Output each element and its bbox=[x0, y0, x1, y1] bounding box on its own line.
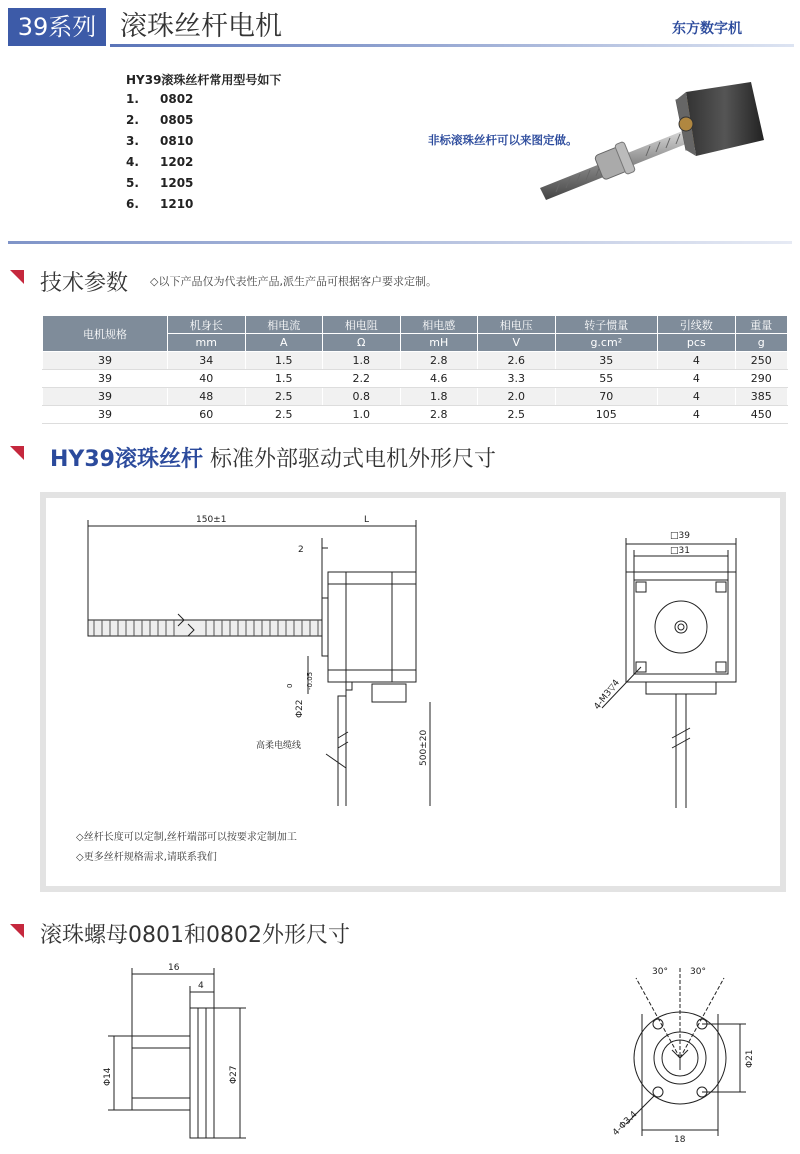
cell: 2.0 bbox=[478, 388, 556, 406]
model-item: 2. 0805 bbox=[126, 113, 194, 127]
cell: 0.8 bbox=[323, 388, 401, 406]
unit-cell: mH bbox=[400, 334, 478, 352]
table-row bbox=[43, 352, 788, 370]
cell: 105 bbox=[555, 406, 658, 424]
dim-gap: 2 bbox=[298, 545, 304, 555]
cell: 290 bbox=[735, 370, 787, 388]
col-header: 相电感 bbox=[400, 316, 478, 334]
cell: 40 bbox=[168, 370, 246, 388]
model-item: 4. 1202 bbox=[126, 155, 194, 169]
cell: 2.5 bbox=[478, 406, 556, 424]
dim-pilot: Φ22 bbox=[295, 699, 305, 718]
cell: 4 bbox=[658, 406, 736, 424]
model-item: 6. 1210 bbox=[126, 197, 194, 211]
model-item: 5. 1205 bbox=[126, 176, 194, 190]
cell: 2.5 bbox=[245, 388, 323, 406]
nut-dim-pcd: Φ21 bbox=[745, 1049, 755, 1068]
cell: 1.5 bbox=[245, 352, 323, 370]
dim-size-outer: □39 bbox=[670, 531, 690, 541]
cell: 60 bbox=[168, 406, 246, 424]
outline-note: ◇更多丝杆规格需求,请联系我们 bbox=[76, 852, 217, 863]
col-header: 电机规格 bbox=[43, 316, 168, 352]
cell: 4 bbox=[658, 370, 736, 388]
dim-holes: 4-M3▽4 bbox=[592, 678, 622, 712]
unit-cell: Ω bbox=[323, 334, 401, 352]
unit-cell: mm bbox=[168, 334, 246, 352]
col-header: 引线数 bbox=[658, 316, 736, 334]
cell: 2.5 bbox=[245, 406, 323, 424]
unit-cell: V bbox=[478, 334, 556, 352]
cell: 1.5 bbox=[245, 370, 323, 388]
cable-label: 高柔电缆线 bbox=[256, 741, 302, 751]
divider bbox=[8, 241, 792, 244]
product-photo bbox=[536, 80, 796, 210]
model-item: 3. 0810 bbox=[126, 134, 194, 148]
cell: 4 bbox=[658, 388, 736, 406]
section-title-outline: HY39滚珠丝杆 标准外部驱动式电机外形尺寸 bbox=[50, 447, 496, 472]
nut-drawing bbox=[80, 958, 780, 1148]
section-marker-icon bbox=[10, 446, 24, 460]
section-title-nut: 滚珠螺母0801和0802外形尺寸 bbox=[40, 923, 350, 948]
models-title: HY39滚珠丝杆常用型号如下 bbox=[126, 73, 282, 87]
specs-note: ◇以下产品仅为代表性产品,派生产品可根据客户要求定制。 bbox=[150, 275, 437, 288]
cell: 35 bbox=[555, 352, 658, 370]
header-underline bbox=[110, 44, 794, 47]
brand-name: 东方数字机 bbox=[672, 21, 742, 37]
cell: 1.0 bbox=[323, 406, 401, 424]
dim-pilot-tol-bottom: -0.05 bbox=[306, 671, 314, 690]
cell: 39 bbox=[43, 352, 168, 370]
cell: 39 bbox=[43, 406, 168, 424]
series-badge: 39系列 bbox=[8, 8, 106, 46]
cell: 2.2 bbox=[323, 370, 401, 388]
section-marker-icon bbox=[10, 924, 24, 938]
col-header: 机身长 bbox=[168, 316, 246, 334]
nut-dim-width: 18 bbox=[674, 1135, 686, 1145]
section-title-specs: 技术参数 bbox=[40, 271, 129, 296]
cell: 39 bbox=[43, 388, 168, 406]
unit-cell: g.cm² bbox=[555, 334, 658, 352]
cell: 1.8 bbox=[400, 388, 478, 406]
col-header: 相电流 bbox=[245, 316, 323, 334]
cell: 34 bbox=[168, 352, 246, 370]
nut-dim-body-diameter: Φ14 bbox=[103, 1067, 113, 1086]
cell: 2.6 bbox=[478, 352, 556, 370]
dim-lead-length: 500±20 bbox=[419, 729, 429, 766]
unit-cell: pcs bbox=[658, 334, 736, 352]
cell: 250 bbox=[735, 352, 787, 370]
cell: 385 bbox=[735, 388, 787, 406]
col-header: 相电压 bbox=[478, 316, 556, 334]
col-header: 转子惯量 bbox=[555, 316, 658, 334]
nut-dim-flange: 4 bbox=[198, 981, 204, 991]
dim-pilot-tol-top: 0 bbox=[286, 683, 294, 688]
nut-dim-flange-diameter: Φ27 bbox=[229, 1065, 239, 1084]
nut-dim-angle-right: 30° bbox=[690, 967, 706, 977]
cell: 48 bbox=[168, 388, 246, 406]
nut-dim-length: 16 bbox=[168, 963, 180, 973]
unit-cell: A bbox=[245, 334, 323, 352]
dim-screw-length: 150±1 bbox=[196, 515, 227, 525]
dim-size-inner: □31 bbox=[670, 546, 690, 556]
col-header: 相电阻 bbox=[323, 316, 401, 334]
model-item: 1. 0802 bbox=[126, 92, 194, 106]
cell: 55 bbox=[555, 370, 658, 388]
table-row bbox=[43, 406, 788, 424]
table-row bbox=[43, 388, 788, 406]
col-header: 重量 bbox=[735, 316, 787, 334]
custom-note: 非标滚珠丝杆可以来图定做。 bbox=[428, 133, 578, 147]
cell: 4 bbox=[658, 352, 736, 370]
cell: 1.8 bbox=[323, 352, 401, 370]
section-marker-icon bbox=[10, 270, 24, 284]
page-title: 滚珠丝杆电机 bbox=[120, 11, 282, 42]
outline-note: ◇丝杆长度可以定制,丝杆端部可以按要求定制加工 bbox=[76, 832, 297, 843]
dim-body-length: L bbox=[364, 515, 370, 525]
table-row bbox=[43, 370, 788, 388]
nut-dim-holes: 4-Φ3.4 bbox=[611, 1109, 640, 1139]
cell: 2.8 bbox=[400, 352, 478, 370]
unit-cell: g bbox=[735, 334, 787, 352]
nut-dim-angle-left: 30° bbox=[652, 967, 668, 977]
spec-table bbox=[42, 315, 788, 424]
cell: 2.8 bbox=[400, 406, 478, 424]
cell: 39 bbox=[43, 370, 168, 388]
cell: 450 bbox=[735, 406, 787, 424]
cell: 4.6 bbox=[400, 370, 478, 388]
cell: 70 bbox=[555, 388, 658, 406]
cell: 3.3 bbox=[478, 370, 556, 388]
